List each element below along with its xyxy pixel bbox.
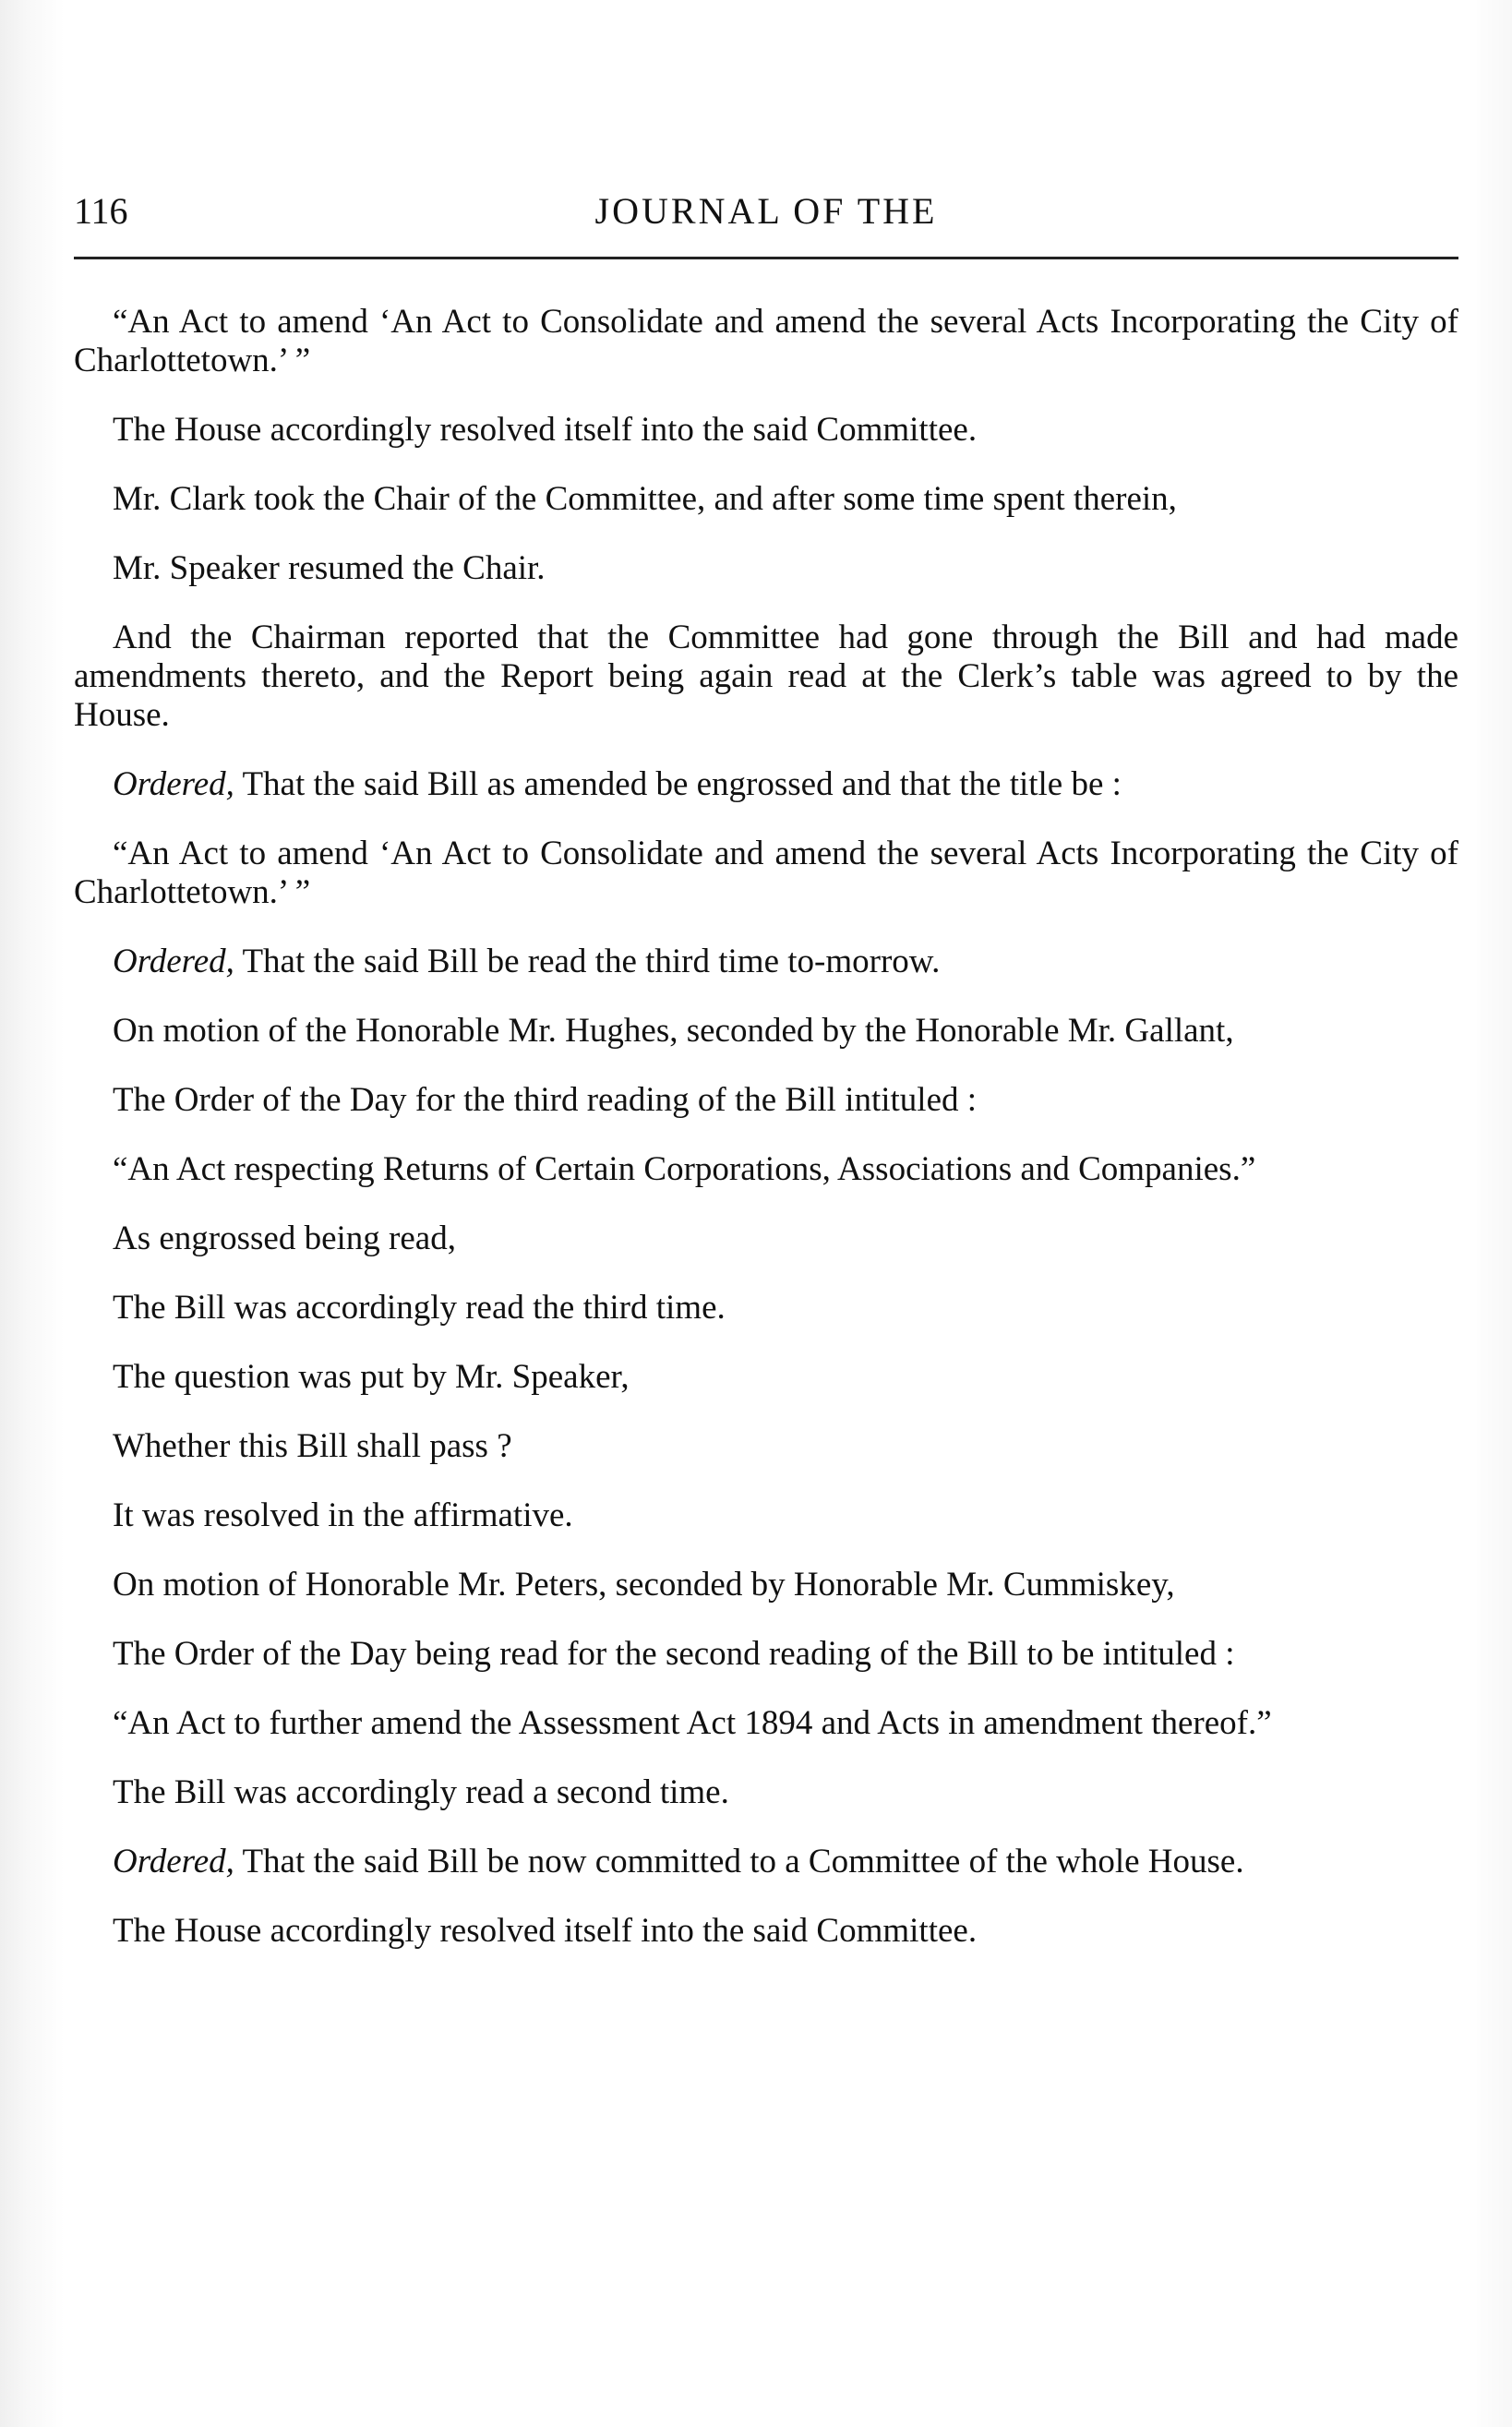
paragraph-11: “An Act respecting Returns of Certain Corporations, Associations and Companies.” <box>113 1150 1256 1188</box>
paragraph-7: “An Act to amend ‘An Act to Consolidate and amend the several Acts Incorporating the City of Charlottetown.’ ” <box>74 835 1458 911</box>
paragraph-12: As engrossed being read, <box>113 1220 456 1257</box>
paragraph-3: Mr. Clark took the Chair of the Committee, and after some time spent therein, <box>113 480 1177 518</box>
paragraph-14: The question was put by Mr. Speaker, <box>113 1358 630 1396</box>
paragraph-10: The Order of the Day for the third reading of the Bill intituled : <box>113 1081 978 1119</box>
paragraph-9: On motion of the Honorable Mr. Hughes, seconded by the Honorable Mr. Gallant, <box>113 1012 1234 1050</box>
paragraph-6: Ordered, That the said Bill as amended be engrossed and that the title be : <box>113 765 1122 803</box>
paragraph-21: Ordered, That the said Bill be now committed to a Committee of the whole House. <box>113 1843 1244 1880</box>
paragraph-19: “An Act to further amend the Assessment Act 1894 and Acts in amendment thereof.” <box>113 1704 1272 1742</box>
header-rule <box>74 257 1458 259</box>
paragraph-22: The House accordingly resolved itself into the said Committee. <box>113 1912 978 1950</box>
page-number: 116 <box>74 190 128 232</box>
paragraph-17: On motion of Honorable Mr. Peters, seconded by Honorable Mr. Cummiskey, <box>113 1566 1175 1604</box>
paragraph-20: The Bill was accordingly read a second time. <box>113 1773 729 1811</box>
paragraph-18: The Order of the Day being read for the second reading of the Bill to be intituled : <box>113 1635 1235 1673</box>
paragraph-5: And the Chairman reported that the Committee had gone through the Bill and had made amendments thereto, and the Report being again read at the Clerk’s table was agreed to by the House. <box>74 619 1458 734</box>
paragraph-4: Mr. Speaker resumed the Chair. <box>113 549 546 587</box>
paragraph-13: The Bill was accordingly read the third time. <box>113 1289 726 1327</box>
paragraph-2: The House accordingly resolved itself into the said Committee. <box>113 411 978 449</box>
paragraph-8: Ordered, That the said Bill be read the third time to-morrow. <box>113 943 941 980</box>
running-head: JOURNAL OF THE <box>594 190 938 232</box>
page-header <box>74 189 1458 245</box>
paragraph-15: Whether this Bill shall pass ? <box>113 1427 512 1465</box>
paragraph-16: It was resolved in the affirmative. <box>113 1496 573 1534</box>
journal-body <box>74 303 1458 1981</box>
paragraph-1: “An Act to amend ‘An Act to Consolidate and amend the several Acts Incorporating the City of Charlottetown.’ ” <box>74 303 1458 379</box>
